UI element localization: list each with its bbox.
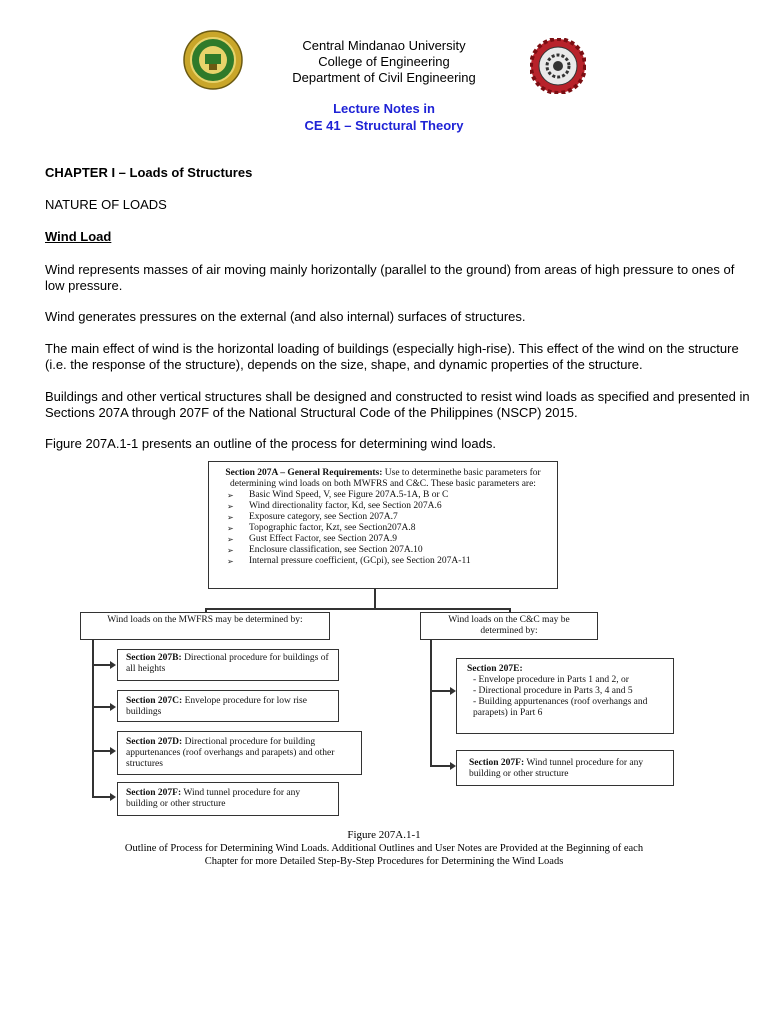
arrow-icon xyxy=(110,747,116,755)
subsection-title-text: Wind Load xyxy=(45,229,112,244)
box-line: - Directional procedure in Parts 3, 4 and 5 xyxy=(473,686,633,696)
box-line: - Envelope procedure in Parts 1 and 2, or xyxy=(473,675,629,685)
box-section-text: Directional procedure for buildings of all heights xyxy=(126,653,329,674)
department-name: Department of Civil Engineering xyxy=(292,70,476,85)
course-title: CE 41 – Structural Theory xyxy=(304,118,464,133)
section-207f-left-box xyxy=(117,782,339,816)
box-section-label: Section 207E: xyxy=(467,664,523,674)
box-section-label: Section 207D: xyxy=(126,737,183,747)
connector-line xyxy=(430,765,452,767)
box-section-label: Section 207F: xyxy=(126,788,182,798)
paragraph-3: The main effect of wind is the horizontal loading of buildings (especially high-rise). This effect of the wind on the structure (i.e. the response of the structure), depends on the size, shape, and dynamic properties of the structure. xyxy=(45,341,739,372)
mwfrs-header-box: Wind loads on the MWFRS may be determined by: xyxy=(80,612,330,640)
flowchart-top-box xyxy=(208,461,558,589)
connector-line xyxy=(92,664,112,666)
university-name: Central Mindanao University xyxy=(302,38,466,53)
section-207b-box xyxy=(117,649,339,681)
lecture-notes-label: Lecture Notes in xyxy=(333,101,435,116)
arrow-icon xyxy=(110,793,116,801)
paragraph-2: Wind generates pressures on the external (and also internal) surfaces of structures. xyxy=(45,309,526,324)
box-section-text: Envelope procedure for low rise buildings xyxy=(126,696,307,717)
list-item: ➢ Topographic factor, Kzt, see Section207A.8 xyxy=(219,523,547,534)
top-box-heading-bold: Section 207A – General Requirements: xyxy=(225,468,383,478)
section-207c-box xyxy=(117,690,339,722)
top-box-heading xyxy=(219,468,547,490)
connector-line xyxy=(205,608,510,610)
cc-header-box: Wind loads on the C&C may be determined by: xyxy=(420,612,598,640)
top-box-heading-rest: Use to determinethe basic parameters for determining wind loads on both MWFRS and C&C. These basic parameters are: xyxy=(230,468,541,489)
paragraph-4: Buildings and other vertical structures shall be designed and constructed to resist wind loads as specified and presented in Sections 207A through 207F of the National Structural Code of the Philippines (NSCP) 2015. xyxy=(45,389,750,420)
list-item: ➢ Wind directionality factor, Kd, see Section 207A.6 xyxy=(219,501,547,512)
section-207d-box xyxy=(117,731,362,775)
connector-line xyxy=(92,796,112,798)
subsection-title xyxy=(45,229,753,245)
list-item: ➢ Basic Wind Speed, V, see Figure 207A.5-1A, B or C xyxy=(219,490,547,501)
box-line: - Building appurtenances (roof overhangs and parapets) in Part 6 xyxy=(473,697,648,718)
section-207e-box xyxy=(456,658,674,734)
connector-line xyxy=(92,706,112,708)
connector-line xyxy=(430,690,452,692)
list-item: ➢ Enclosure classification, see Section 207A.10 xyxy=(219,545,547,556)
figure-caption-title: Figure 207A.1-1 xyxy=(347,829,421,841)
arrow-icon xyxy=(110,703,116,711)
connector-line xyxy=(430,640,432,766)
list-item: ➢ Exposure category, see Section 207A.7 xyxy=(219,512,547,523)
box-section-text: Wind tunnel procedure for any building or other structure xyxy=(469,758,644,779)
paragraph-5: Figure 207A.1-1 presents an outline of the process for determining wind loads. xyxy=(45,436,496,451)
list-item: ➢ Gust Effect Factor, see Section 207A.9 xyxy=(219,534,547,545)
chapter-title: CHAPTER I – Loads of Structures xyxy=(45,165,253,180)
arrow-icon xyxy=(110,661,116,669)
figure-caption-line-1: Outline of Process for Determining Wind Loads. Additional Outlines and User Notes are Provided at the Beginning of each xyxy=(124,843,644,854)
box-section-text: Wind tunnel procedure for any building or other structure xyxy=(126,788,301,809)
box-section-text: Directional procedure for building appurtenances (roof overhangs and parapets) and other structures xyxy=(126,737,335,769)
college-name: College of Engineering xyxy=(318,54,450,69)
top-box-list xyxy=(219,490,547,567)
section-title: NATURE OF LOADS xyxy=(45,197,167,212)
figure-caption-line-2: Chapter for more Detailed Step-By-Step Procedures for Determining the Wind Loads xyxy=(204,856,564,867)
section-207f-right-box xyxy=(456,750,674,786)
list-item: ➢ Internal pressure coefficient, (GCpi), see Section 207A-11 xyxy=(219,556,547,567)
connector-line xyxy=(92,750,112,752)
box-section-label: Section 207B: xyxy=(126,653,182,663)
paragraph-1: Wind represents masses of air moving mainly horizontally (parallel to the ground) from areas of high pressure to ones of low pressure. xyxy=(45,262,735,293)
box-section-label: Section 207F: xyxy=(469,758,525,768)
connector-line xyxy=(374,589,376,609)
box-section-label: Section 207C: xyxy=(126,696,183,706)
